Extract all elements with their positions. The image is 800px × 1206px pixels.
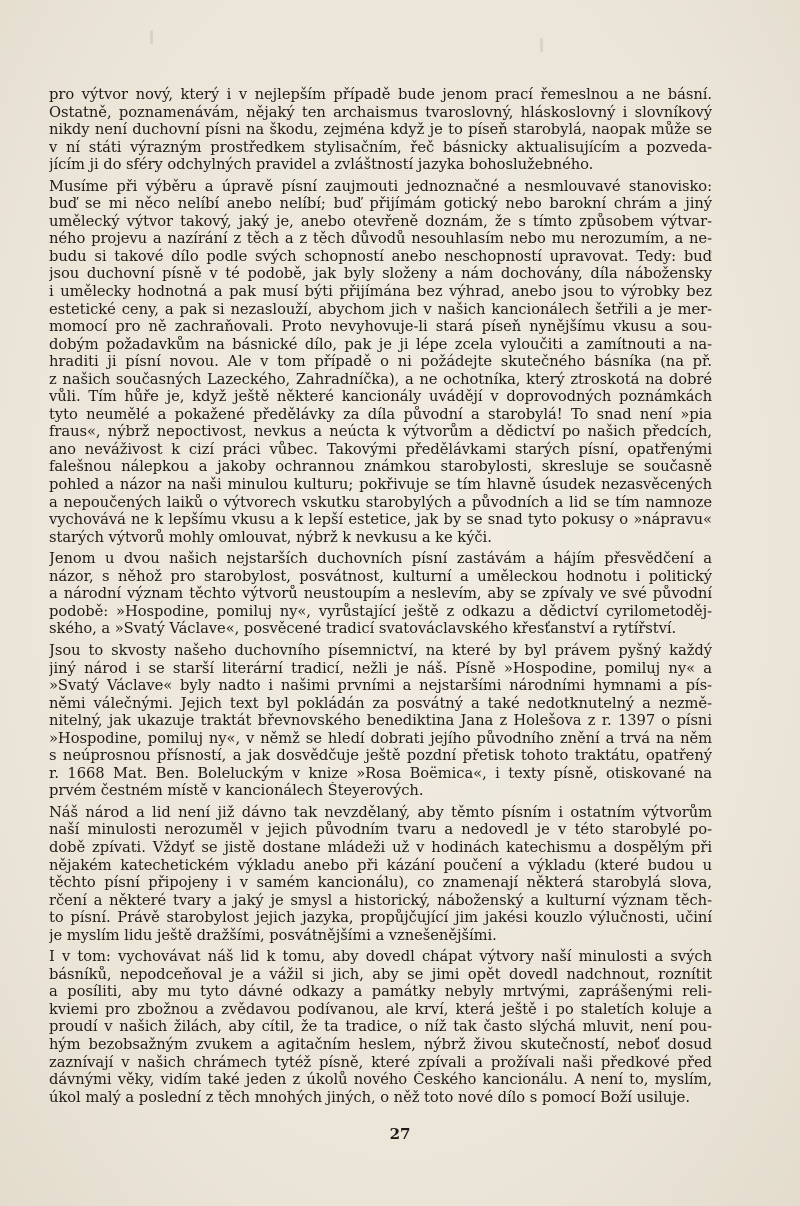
paragraph [49,178,712,546]
text-line: nikdy není duchovní písni na škodu, zejména když je to píseň starobylá, naopak může se [49,121,712,139]
text-line: úkol malý a poslední z těch mnohých jiných, o něž toto nové dílo s pomocí Boží usiluje. [49,1088,690,1106]
text-line: hraditi ji písní novou. Ale v tom případě o ni požádejte skutečného básníka (na př. [49,353,712,371]
text-line: vůli. Tím hůře je, když ještě některé kancionály uvádějí v doprovodných poznámkách [49,388,712,406]
text-line: »Svatý Václave« byly nadto i našimi prvními a nejstaršími národními hymnami a pís- [49,677,712,695]
text-line: buď se mi něco nelíbí anebo nelíbí; buď přijímám gotický nebo barokní chrám a jiný [49,195,712,213]
text-line: a národní význam těchto výtvorů neustoupím a neslevím, aby se zpívaly ve své původní [49,585,712,603]
text-line: a posíliti, aby mu tyto dávné odkazy a památky nebyly mrtvými, zaprášenými reli- [49,983,712,1001]
page-smudge [150,30,153,44]
text-line: Ostatně, poznamenávám, nějaký ten archaismus tvaroslovný, hláskoslovný i slovníkový [49,103,712,121]
text-line: básníků, nepodceňoval je a vážil si jich, aby se jimi opět dovedl nadchnout, roznítit [49,965,712,983]
text-line: estetické ceny, a pak si nezaslouží, abychom jich v našich kancionálech šetřili a je mer- [49,300,712,318]
text-line: v ní státi výrazným prostředkem stylisačním, řeč básnicky aktualisujícím a pozveda- [49,138,712,156]
text-line: momocí pro ně zachraňovali. Proto nevyhovuje-li stará píseň nynějšímu vkusu a sou- [49,318,712,336]
page-smudge [540,38,543,52]
text-line: Jsou to skvosty našeho duchovního písemnictví, na které by byl právem pyšný každý [49,641,712,659]
text-line: pro výtvor nový, který i v nejlepším případě bude jenom prací řemeslnou a ne básní. [49,86,712,103]
text-line: r. 1668 Mat. Ben. Boleluckým v knize »Rosa Boëmica«, i texty písně, otiskované na [49,764,712,782]
text-line: i umělecky hodnotná a pak musí býti přijímána bez výhrad, anebo jsou to výrobky bez [49,283,712,301]
text-line: ného projevu a nazírání z těch a z těch důvodů nesouhlasím nebo mu nerozumím, a ne- [49,230,712,248]
text-line: Náš národ a lid není již dávno tak nevzdělaný, aby těmto písním i ostatním výtvorům [49,803,712,821]
text-line: umělecký výtvor takový, jaký je, anebo otevřeně doznám, že s tímto způsobem výtvar- [49,212,712,230]
text-line: budu si takové dílo podle svých schopností anebo neschopností upravovat. Tedy: buď [49,247,712,265]
text-line: podobě: »Hospodine, pomiluj ny«, vyrůstající ještě z odkazu a dědictví cyrilometoděj- [49,602,712,620]
text-line: rčení a některé tvary a jaký je smysl a historický, náboženský a kulturní význam těch- [49,891,712,909]
text-line: fraus«, nýbrž nepoctivost, nevkus a neúcta k výtvorům a dědictví po našich předcích, [49,423,712,441]
text-line: tyto neumělé a pokažené předělávky za díla původní a starobylá! To snad není »pia [49,405,712,423]
text-line: dobým požadavkům na básnické dílo, pak je ji lépe zcela vyloučiti a zamítnouti a na- [49,335,712,353]
text-line: kviemi pro zbožnou a zvědavou podívanou, ale krví, která ještě i po staletích koluje a [49,1000,712,1018]
text-line: nějakém katechetickém výkladu anebo při kázání poučení a výkladu (které budou u [49,856,712,874]
paragraph [49,86,712,174]
text-line: Jenom u dvou našich nejstarších duchovních písní zastávám a hájím přesvědčení a [49,550,712,568]
text-line: jiný národ i se starší literární tradicí, nežli je náš. Písně »Hospodine, pomiluj ny« a [49,659,712,677]
text-line: a nepoučených laiků o výtvorech vskutku starobylých a původních a lid se tím namnoze [49,493,712,511]
text-line: jícím ji do sféry odchylných pravidel a zvláštností jazyka bohoslužebného. [49,156,594,174]
text-line: hým bezobsažným zvukem a agitačním heslem, nýbrž živou skutečností, neboť dosud [49,1035,712,1053]
text-line: jsou duchovní písně v té podobě, jak byly složeny a nám dochovány, díla nábožensky [49,265,712,283]
paragraph [49,948,712,1106]
text-line: době zpívati. Vždyť se jistě dostane mládeži už v hodinách katechismu a dospělým při [49,838,712,856]
page-number: 27 [389,1125,411,1143]
text-line: naší minulosti nerozuměl v jejich původním tvaru a nedovedl je v této starobylé po- [49,821,712,839]
text-line: názor, s něhož pro starobylost, posvátnost, kulturní a uměleckou hodnotu i politický [49,567,712,585]
text-line: ano neváživost k cizí práci vůbec. Takovými předělávkami starých písní, opatřenými [49,440,712,458]
text-line: falešnou nálepkou a jakoby ochrannou známkou starobylosti, skresluje se současně [49,458,712,476]
text-line: Musíme při výběru a úpravě písní zaujmouti jednoznačné a nesmlouvavé stanovisko: [49,177,712,195]
text-line: pohled a názor na naši minulou kulturu; pokřivuje se tím hlavně úsudek nezasvěcených [49,476,712,494]
text-line: zaznívají v našich chrámech tytéž písně, které zpívali a prožívali naši předkové před [49,1053,712,1071]
text-line: proudí v našich žilách, aby cítil, že ta tradice, o níž tak často slýchá mluvit, není pou- [49,1018,712,1036]
text-line: to písní. Právě starobylost jejich jazyka, propůjčující jim jakési kouzlo výlučnosti, učiní [49,909,712,927]
paragraph [49,550,712,638]
text-line: z našich současných Lazeckého, Zahradníčka), a ne ochotníka, který ztroskotá na dobré [49,370,712,388]
text-line: s neúprosnou přísností, a jak dosvědčuje ještě pozdní přetisk tohoto traktátu, opatřený [49,747,712,765]
body-text [49,86,712,1110]
text-line: prvém čestném místě v kancionálech Šteyerových. [49,782,424,800]
text-line: ského, a »Svatý Václave«, posvěcené tradicí svatováclavského křesťanství a rytířství. [49,620,677,638]
paragraph [49,642,712,800]
text-line: »Hospodine, pomiluj ny«, v němž se hledí dobrati jejího původního znění a trvá na něm [49,729,712,747]
text-line: nitelný, jak ukazuje traktát břevnovského benediktina Jana z Holešova z r. 1397 o písni [49,712,712,730]
text-line: těchto písní připojeny i v samém kancionálu), co znamenají některá starobylá slova, [49,874,712,892]
paragraph [49,804,712,944]
text-line: vychovává ne k lepšímu vkusu a k lepší estetice, jak by se snad tyto pokusy o »nápravu« [49,511,712,529]
text-line: I v tom: vychovávat náš lid k tomu, aby dovedl chápat výtvory naší minulosti a svých [49,948,712,966]
text-line: je myslím lidu ještě dražšími, posvátnějšími a vznešenějšími. [49,926,497,944]
text-line: starých výtvorů mohly omlouvat, nýbrž k nevkusu a ke kýči. [49,528,492,546]
text-line: dávnými věky, vidím také jeden z úkolů nového Českého kancionálu. A není to, myslím, [49,1071,712,1089]
text-line: němi válečnými. Jejich text byl pokládán za posvátný a také nedotknutelný a nezmě- [49,694,712,712]
